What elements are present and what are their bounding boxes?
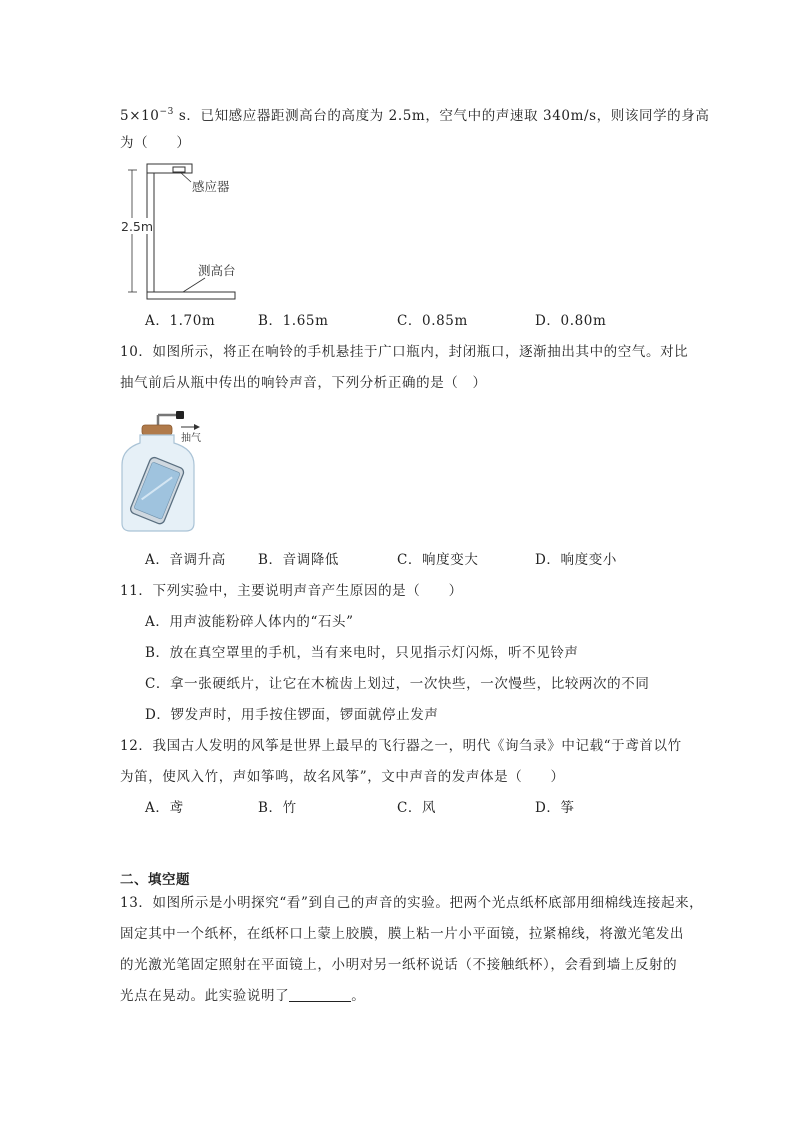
section-heading: 二、填空题 [120,872,190,888]
q9-option-b[interactable]: B．1.65m [258,313,329,329]
q11-option-b[interactable]: B．放在真空罩里的手机，当有来电时，只见指示灯闪烁，听不见铃声 [145,645,579,661]
exponent: −3 [159,107,174,117]
q10-option-c[interactable]: C．响度变大 [397,552,479,568]
q12-option-b[interactable]: B．竹 [258,800,297,816]
platform-label: 测高台 [198,263,236,278]
q12-stem-line1: 12．我国古人发明的风筝是世界上最早的飞行器之一，明代《询刍录》中记载“于鸢首以竹 [120,738,682,754]
q11-option-d[interactable]: D．锣发声时，用手按住锣面，锣面就停止发声 [145,707,439,723]
q9-option-d[interactable]: D．0.80m [535,313,607,329]
q9-option-a[interactable]: A．1.70m [145,313,216,329]
q11-option-a[interactable]: A．用声波能粉碎人体内的“石头” [145,614,354,630]
q12-option-d[interactable]: D．筝 [535,800,575,816]
q10-stem-line1: 10．如图所示，将正在响铃的手机悬挂于广口瓶内，封闭瓶口，逐渐抽出其中的空气。对比 [120,344,689,360]
q9-stem-line1: $5\times 10^{-3}$ s．已知感应器距测高台的高度为 2.5m，空气中的声速取 340m/s，则该同学的身高 [120,107,710,124]
q13-stem-line3: 的光激光笔固定照射在平面镜上，小明对另一纸杯说话（不接触纸杯），会看到墙上反射的 [120,957,678,973]
q12-option-a[interactable]: A．鸢 [145,800,184,816]
q10-stem-line2: 抽气前后从瓶中传出的响铃声音，下列分析正确的是（ ） [120,375,487,391]
q10-option-b[interactable]: B．音调降低 [258,552,340,568]
q11-stem: 11．下列实验中，主要说明声音产生原因的是（ ） [120,583,463,599]
q9-stem-line2: 为（ ） [120,135,191,151]
q10-option-a[interactable]: A．音调升高 [145,552,226,568]
q13-stem-line2: 固定其中一个纸杯，在纸杯口上蒙上胶膜，膜上粘一片小平面镜，拉紧棉线，将激光笔发出 [120,926,684,942]
q13-stem-line4: 光点在晃动。此实验说明了 。 [120,988,366,1004]
height-label: 2.5m [121,219,154,234]
q12-option-c[interactable]: C．风 [397,800,437,816]
pump-label: 抽气 [181,433,201,444]
q13-stem-line1: 13．如图所示是小明探究“看”到自己的声音的实验。把两个光点纸杯底部用细棉线连接起来， [120,895,704,911]
sensor-label: 感应器 [192,179,230,194]
q10-jar-figure [118,405,208,535]
q9-height-measurement-figure [121,158,245,303]
q11-option-c[interactable]: C．拿一张硬纸片，让它在木梳齿上划过，一次快些，一次慢些，比较两次的不同 [145,676,650,692]
q12-stem-line2: 为笛，使风入竹，声如筝鸣，故名风筝”，文中声音的发声体是（ ） [120,769,565,785]
answer-blank[interactable] [289,987,351,1002]
q10-option-d[interactable]: D．响度变小 [535,552,617,568]
q9-option-c[interactable]: C．0.85m [397,313,468,329]
